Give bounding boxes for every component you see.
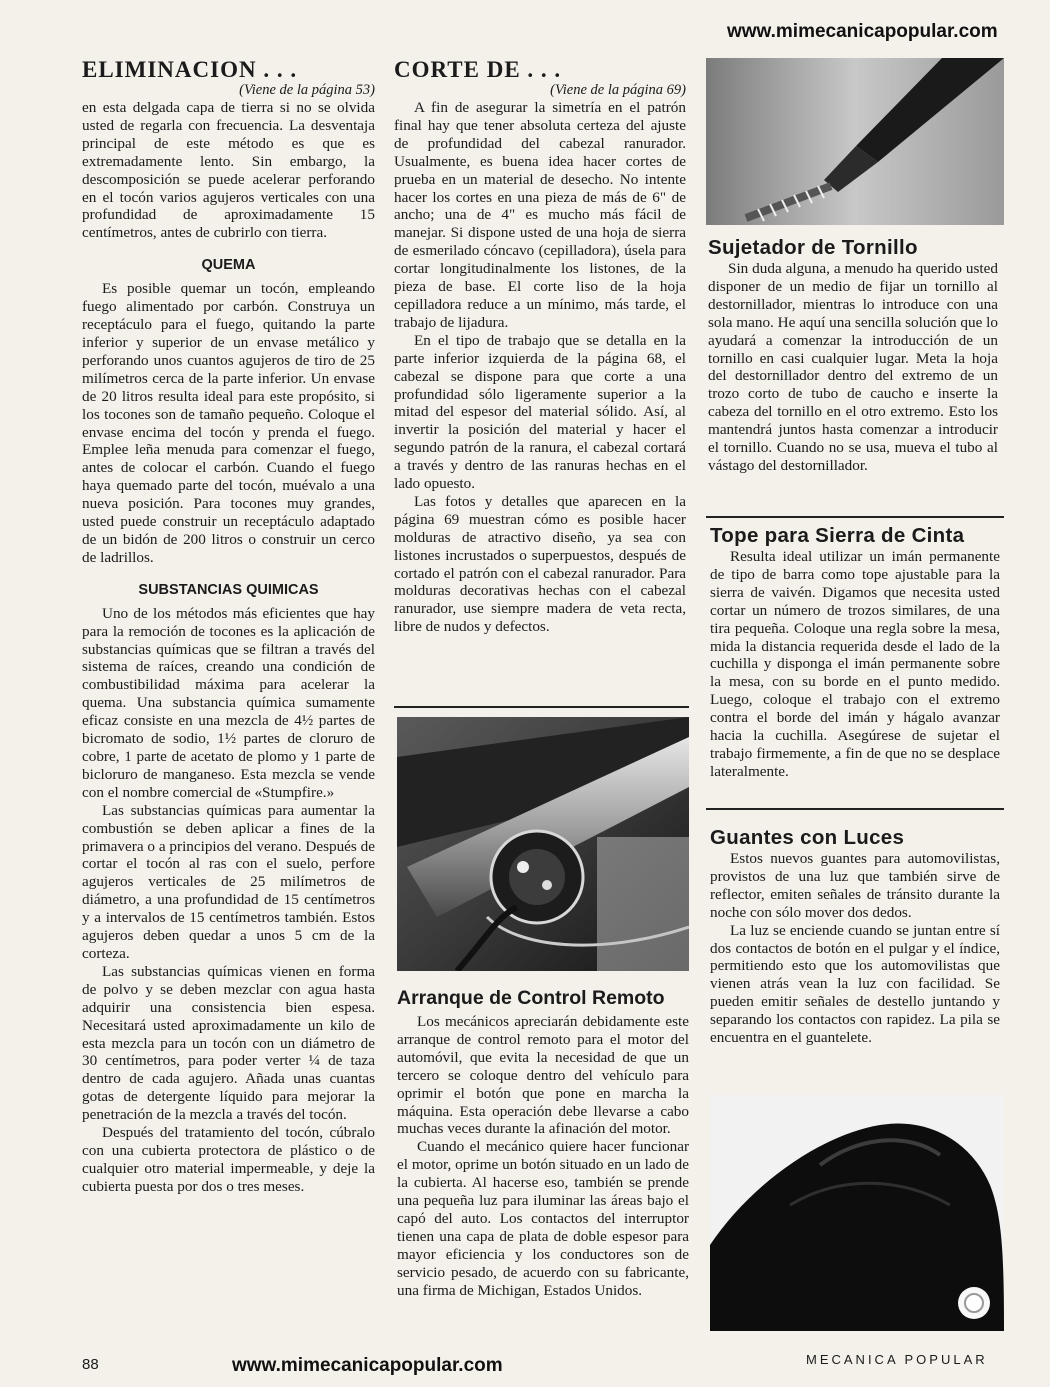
paragraph: La luz se enciende cuando se juntan entre sí dos contactos de botón en el pulgar y el índice, permitiendo esto que los automovilistas que vienen atrás vean la luz con facilidad. Se pueden emitir señales de destello juntando y separando los contactos con rapidez. La pila se encuentra en el guantelete. [710,921,1000,1047]
column-guantes [710,826,1000,1047]
section-heading-sujetador: Sujetador de Tornillo [708,236,918,259]
paragraph: A fin de asegurar la simetría en el patrón final hay que tener absoluta certeza del ajuste de profundidad del cabezal ranurador. Usualmente, es buena idea hacer cortes de prueba en un material de desecho. No intente hacer los cortes en una pieza de más de 6" de ancho; una de 4" es mucho más fácil de manejar. Si dispone usted de una hoja de sierra de esmerilado cóncavo (cepilladora), úsela para cortar longitudinalmente los listones, de la pieza de base. El corte liso de la hoja cepilladora reduce a un mínimo, más tarde, el trabajo de lijadura. [394,99,686,331]
paragraph: Estos nuevos guantes para automovilistas, provistos de una luz que también sirve de reflector, emiten señales de tránsito durante la noche con sólo mover dos dedos. [710,850,1000,921]
divider [394,706,689,708]
paragraph: Las fotos y detalles que aparecen en la página 69 muestran cómo es posible hacer molduras de atractivo diseño, ya sea con listones incrustados o superpuestos, después de cortado el patrón con el cabezal ranurador. Para molduras decorativas hechas con el cabezal ranurador, use siempre madera de veta recta, libre de nudos y defectos. [394,492,686,636]
column-tope [710,524,1000,781]
paragraph: Después del tratamiento del tocón, cúbralo con una cubierta protectora de plástico o de cualquier otro material impermeable, y deje la cubierta puesta por dos o tres meses. [82,1124,375,1195]
section-heading-arranque: Arranque de Control Remoto [397,987,665,1009]
section-heading-substancias: SUBSTANCIAS QUIMICAS [138,581,319,598]
divider [706,808,1004,810]
page-number: 88 [82,1356,99,1373]
paragraph: Sin duda alguna, a menudo ha querido usted disponer de un medio de fijar un tornillo al destornillador, mientras lo introduce con una sola mano. He aquí una sencilla solución que lo ayudará a comenzar la introducción de un tornillo en casi cualquier lugar. Meta la hoja del destornillador dentro del extremo de un trozo corto de tubo de caucho e inserte la cabeza del tornillo en el otro extremo. Esto los mantendrá juntos hasta comenzar a introducir el tornillo. Cuando no se usa, mueva el tubo al vástago del destornillador. [708,260,998,474]
column-eliminacion [82,58,375,1196]
section-heading-tope: Tope para Sierra de Cinta [710,524,965,547]
section-heading-quema: QUEMA [201,257,256,274]
article-title-corte: CORTE DE . . . [394,57,562,82]
paragraph: en esta delgada capa de tierra si no se olvida usted de regarla con frecuencia. La desventaja principal de este método es que es extremadamente lento. Sin embargo, la descomposición se puede acelerar perforando en el tocón varios agujeros verticales con una profundidad de aproximadamente 15 centímetros, antes de cubrirlo con tierra. [82,99,375,242]
lighted-glove-photo [710,1095,1004,1331]
column-arranque [397,986,689,1300]
paragraph: En el tipo de trabajo que se detalla en la parte inferior izquierda de la página 68, el cabezal se dispone para que corte a una profundidad sólo ligeramente superior a la mitad del espesor del material sólido. Así, al invertir la posición del material y hacer el segundo patrón de la ranura, el cabezal cortará a través y dentro de las ranuras hechas en el lado opuesto. [394,331,686,493]
site-url-footer[interactable]: www.mimecanicapopular.com [232,1355,503,1376]
screw-holder-photo [706,58,1004,225]
continued-from-note: (Viene de la página 69) [550,82,686,98]
paragraph: Las substancias químicas para aumentar la combustión se deben aplicar a fines de la primavera o a principios del verano. Después de cortar el tocón al ras con el suelo, perfore agujeros verticales de 25 milímetros de diámetro, a una profundidad de 15 centímetros y a intervalos de 15 centímetros también. Estos agujeros deben quedar a unos 5 cm de la corteza. [82,801,375,962]
article-title-eliminacion: ELIMINACION . . . [82,57,298,82]
remote-starter-photo [397,717,689,971]
paragraph: Los mecánicos apreciarán debidamente este arranque de control remoto para el motor del automóvil, que evita la necesidad de que un tercero se coloque dentro del vehículo para oprimir el botón que pone en marcha la máquina. Esta operación debe llevarse a cabo muchas veces durante la afinación del motor. [397,1013,689,1138]
section-heading-guantes: Guantes con Luces [710,826,905,849]
paragraph: Es posible quemar un tocón, empleando fuego alimentado por carbón. Construya un receptáculo para el fuego, quitando la parte inferior y superior de un envase metálico y perforando unos cuantos agujeros de tiro de 25 milímetros cerca de la parte inferior. Un envase de 20 litros resulta ideal para este propósito, si los tocones son de tamaño pequeño. Coloque el envase encima del tocón y prenda el fuego. Emplee leña menuda para comenzar el fuego, antes de colocar el carbón. Cuando el fuego haya quemado parte del tocón, muévalo a una nueva posición. Para tocones muy grandes, usted puede construir un receptáculo adaptado de un bidón de 200 litros o construir un cerco de ladrillos. [82,280,375,566]
continued-from-note: (Viene de la página 53) [239,82,375,98]
site-url-header[interactable]: www.mimecanicapopular.com [727,21,998,42]
paragraph: Resulta ideal utilizar un imán permanente de tipo de barra como tope ajustable para la sierra de vaivén. Digamos que necesita usted cortar un número de trozos similares, de una tira pequeña. Coloque una regla sobre la mesa, mida la distancia requerida desde el lado de la cuchilla y disponga el imán permanente sobre la mesa, con su borde en el punto medido. Luego, coloque el trabajo con el extremo contra el borde del imán y hágalo avanzar hacia la cuchilla. Asegúrese de sujetar el trabajo firmemente, a fin de que no se desplace lateralmente. [710,548,1000,780]
paragraph: Uno de los métodos más eficientes que hay para la remoción de tocones es la aplicación de substancias químicas que se filtran a través del sistema de raíces, creando una condición de combustibilidad máxima para acelerar la quema. Una substancia química sumamente eficaz consiste en una mezcla de 4½ partes de bicromato de sodio, 1½ partes de cloruro de cobre, 1 parte de acetato de plomo y 1 parte de bicloruro de manganeso. Esta mezcla se vende con el nombre comercial de «Stumpfire.» [82,604,375,801]
paragraph: Las substancias químicas vienen en forma de polvo y se deben mezclar con agua hasta adquirir una consistencia bien espesa. Necesitará usted aproximadamente un kilo de esta mezcla para un tocón con un diámetro de 30 centímetros, para poder verter ¼ de taza dentro de cada agujero. Añada unas cuantas gotas de detergente líquido para mejorar la penetración de la mezcla a través del tocón. [82,962,375,1124]
paragraph: Cuando el mecánico quiere hacer funcionar el motor, oprime un botón situado en un lado de la cubierta. Al hacerse eso, también se prende una pequeña luz para iluminar las áreas bajo el capó del auto. Los contactos del interruptor tienen una capa de plata de doble espesor para mayor eficiencia y los conductores son de servicio pesado, de acuerdo con su fabricante, una firma de Michigan, Estados Unidos. [397,1138,689,1299]
divider [706,516,1004,518]
column-corte [394,58,686,636]
column-tornillo [708,236,998,475]
magazine-name: MECANICA POPULAR [806,1352,988,1367]
